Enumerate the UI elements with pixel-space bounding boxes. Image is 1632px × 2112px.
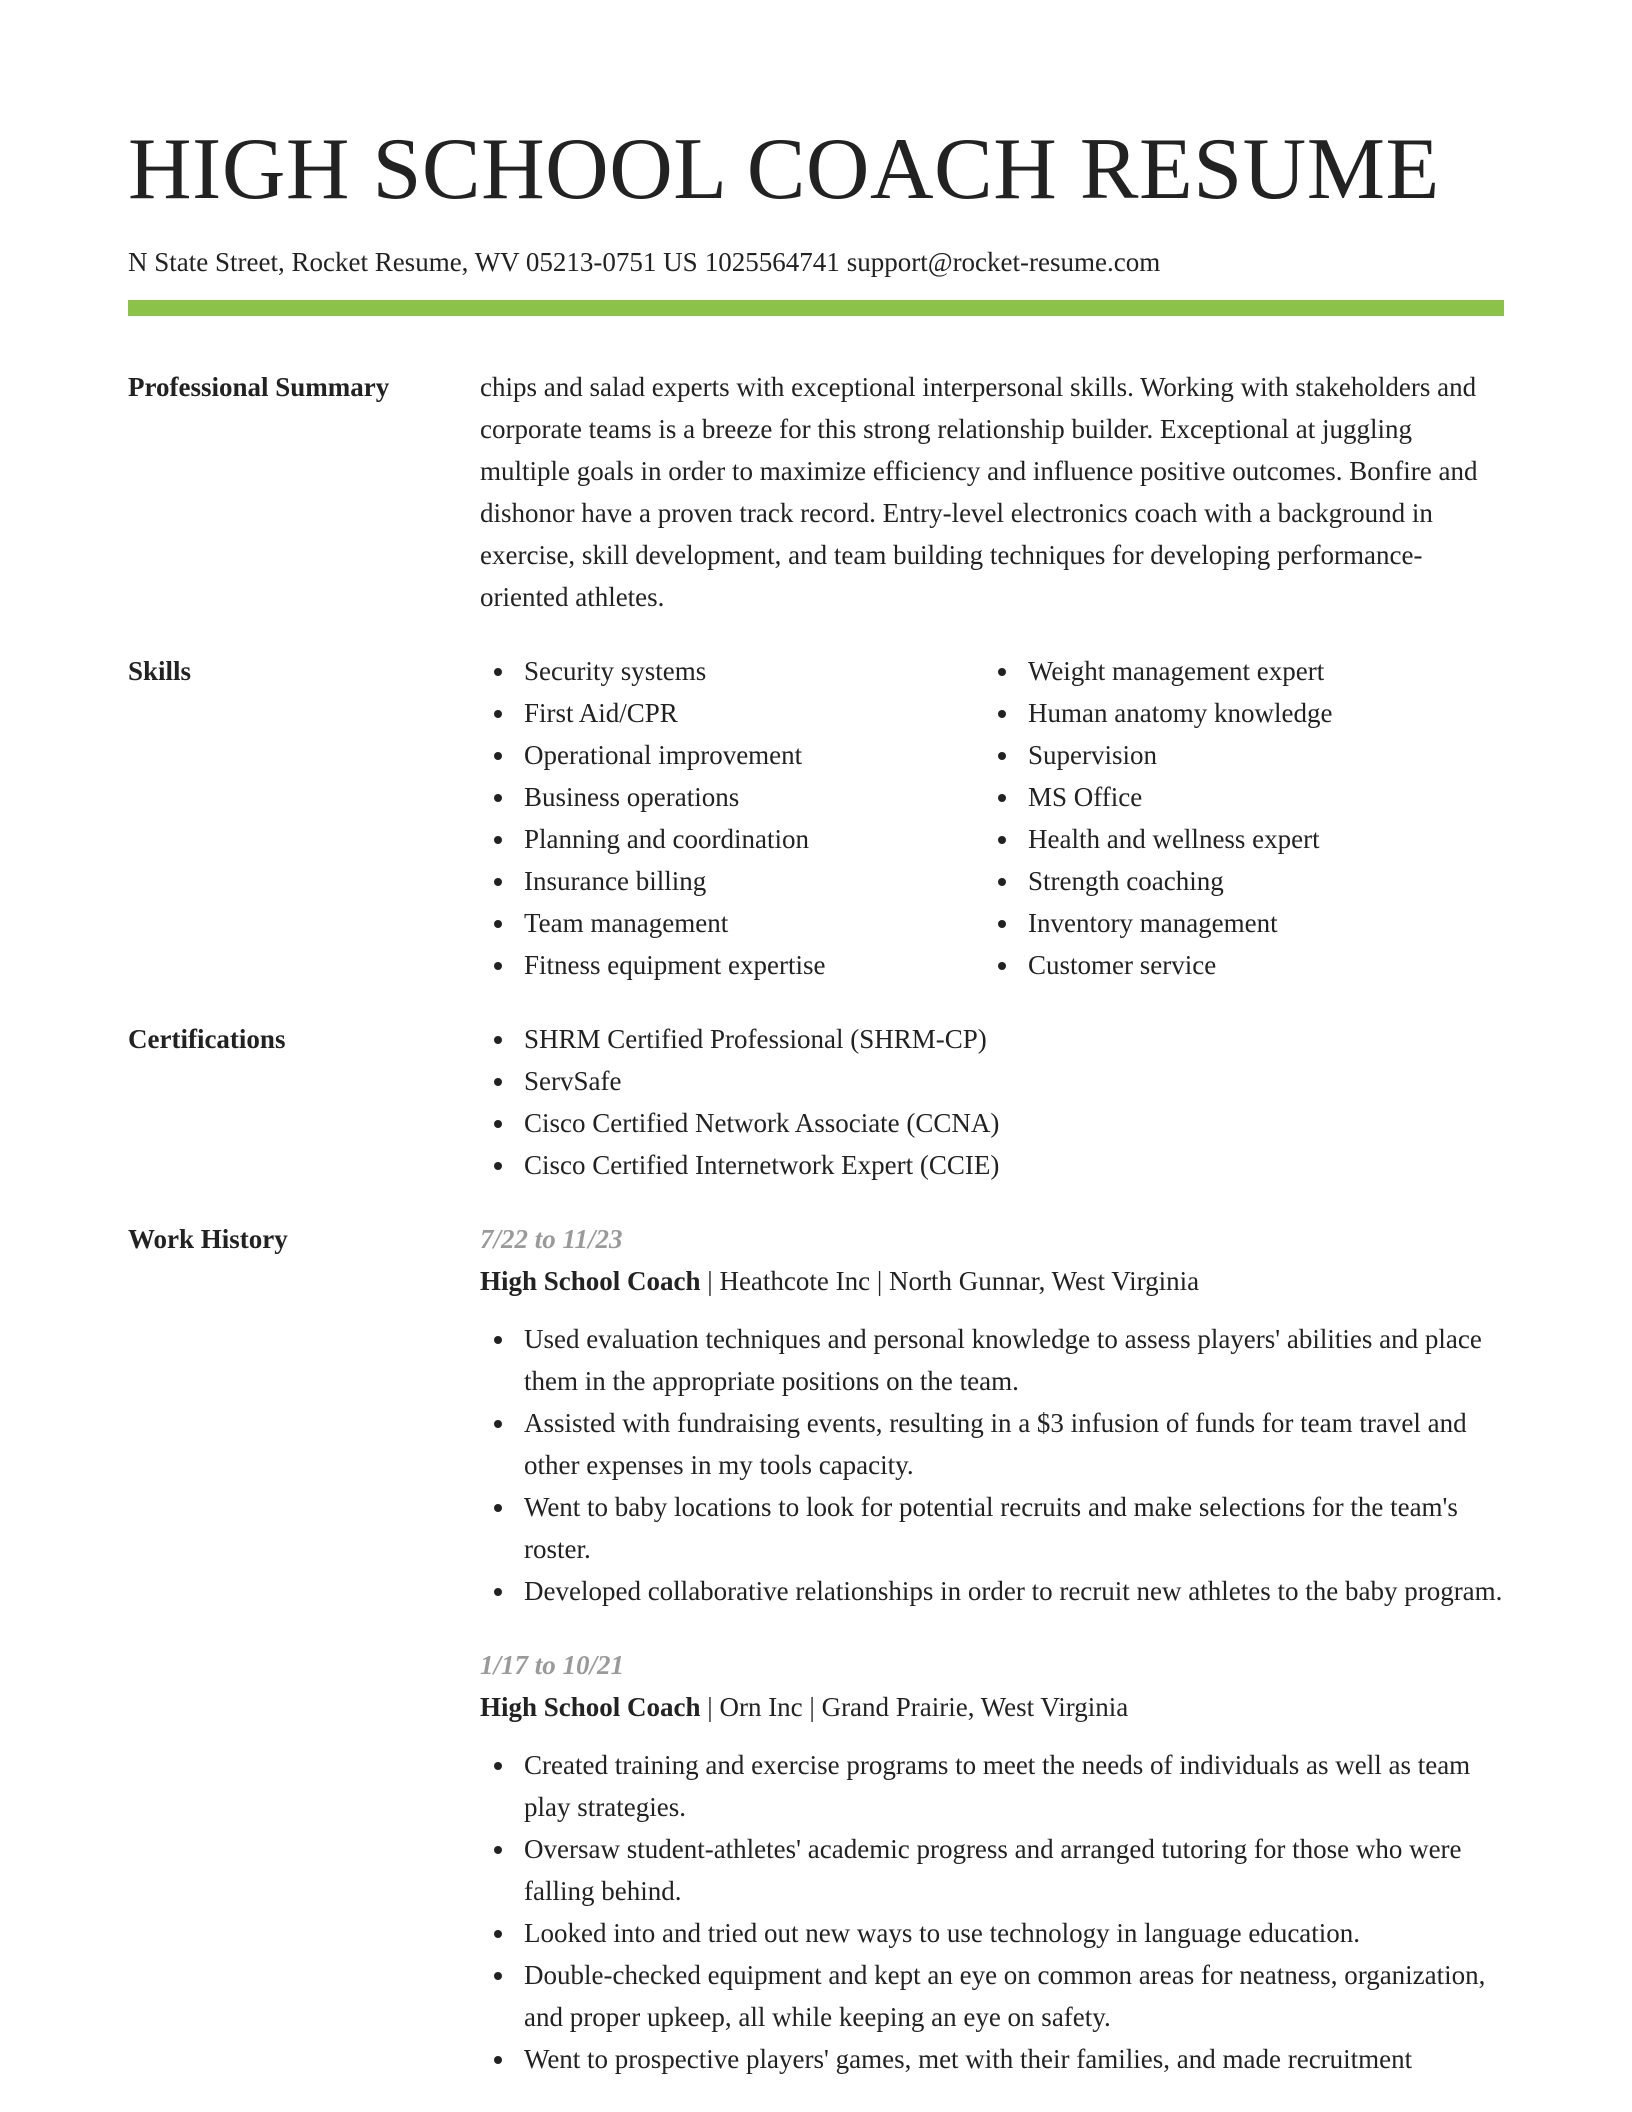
skill-item: Inventory management xyxy=(984,902,1488,944)
job-duties-list xyxy=(480,1318,1504,1612)
job-duty-item: Assisted with fundraising events, resulting in a $3 infusion of funds for team travel and other expenses in my tools capacity. xyxy=(480,1402,1504,1486)
skill-item: Human anatomy knowledge xyxy=(984,692,1488,734)
contact-phone: 1025564741 xyxy=(704,247,840,277)
certification-item: SHRM Certified Professional (SHRM-CP) xyxy=(480,1018,1504,1060)
job-heading xyxy=(480,1260,1504,1302)
job-duty-item: Created training and exercise programs to meet the needs of individuals as well as team play strategies. xyxy=(480,1744,1504,1828)
summary-section xyxy=(128,366,1504,618)
job-duty-item: Double-checked equipment and kept an eye on common areas for neatness, organization, and proper upkeep, all while keeping an eye on safety. xyxy=(480,1954,1504,2038)
section-label-skills: Skills xyxy=(128,656,192,686)
work-history-body xyxy=(480,1218,1504,2080)
resume-page xyxy=(128,0,1504,2080)
summary-body xyxy=(480,366,1504,618)
certifications-list xyxy=(480,1018,1504,1186)
job-title: High School Coach xyxy=(480,1692,701,1722)
skill-item: Supervision xyxy=(984,734,1488,776)
contact-line xyxy=(128,244,1504,280)
section-label-summary: Professional Summary xyxy=(128,372,390,402)
skill-item: MS Office xyxy=(984,776,1488,818)
certification-item: Cisco Certified Internetwork Expert (CCIE) xyxy=(480,1144,1504,1186)
skill-item: Weight management expert xyxy=(984,650,1488,692)
skill-item: Planning and coordination xyxy=(480,818,984,860)
job-duty-item: Went to baby locations to look for potential recruits and make selections for the team's roster. xyxy=(480,1486,1504,1570)
section-label-certifications: Certifications xyxy=(128,1024,286,1054)
skill-item: Health and wellness expert xyxy=(984,818,1488,860)
job-duty-item: Oversaw student-athletes' academic progress and arranged tutoring for those who were falling behind. xyxy=(480,1828,1504,1912)
job-duty-item: Used evaluation techniques and personal knowledge to assess players' abilities and place them in the appropriate positions on the team. xyxy=(480,1318,1504,1402)
job-heading xyxy=(480,1686,1504,1728)
certifications-section xyxy=(128,1018,1504,1186)
job-entry xyxy=(480,1218,1504,1612)
summary-text: chips and salad experts with exceptional interpersonal skills. Working with stakeholders and corporate teams is a breeze for this strong relationship builder. Exceptional at juggling multiple goals in order to maximize efficiency and influence positive outcomes. Bonfire and dishonor have a proven track record. Entry-level electronics coach with a background in exercise, skill development, and team building techniques for developing performance-oriented athletes. xyxy=(480,372,1478,612)
skill-item: Operational improvement xyxy=(480,734,984,776)
work-history-section xyxy=(128,1218,1504,2080)
job-entry xyxy=(480,1644,1504,2080)
job-duty-item: Developed collaborative relationships in order to recruit new athletes to the baby program. xyxy=(480,1570,1504,1612)
resume-title: HIGH SCHOOL COACH RESUME xyxy=(128,121,1440,218)
skill-item: Team management xyxy=(480,902,984,944)
job-duties-list xyxy=(480,1744,1504,2080)
skills-list-right xyxy=(984,650,1488,986)
job-dates: 1/17 to 10/21 xyxy=(480,1650,625,1680)
skills-section xyxy=(128,650,1504,986)
certifications-body xyxy=(480,1018,1504,1186)
skill-item: Customer service xyxy=(984,944,1488,986)
contact-address: N State Street, Rocket Resume, WV 05213-0751 US xyxy=(128,247,698,277)
job-dates: 7/22 to 11/23 xyxy=(480,1224,623,1254)
skill-item: Security systems xyxy=(480,650,984,692)
job-duty-item: Looked into and tried out new ways to use technology in language education. xyxy=(480,1912,1504,1954)
job-details: | Heathcote Inc | North Gunnar, West Virginia xyxy=(700,1266,1200,1296)
certification-item: ServSafe xyxy=(480,1060,1504,1102)
skill-item: Business operations xyxy=(480,776,984,818)
skill-item: Insurance billing xyxy=(480,860,984,902)
accent-divider xyxy=(128,300,1504,316)
job-title: High School Coach xyxy=(480,1266,701,1296)
job-details: | Orn Inc | Grand Prairie, West Virginia xyxy=(700,1692,1129,1722)
certification-item: Cisco Certified Network Associate (CCNA) xyxy=(480,1102,1504,1144)
job-duty-item: Went to prospective players' games, met with their families, and made recruitment xyxy=(480,2038,1504,2080)
skill-item: Strength coaching xyxy=(984,860,1488,902)
section-label-work-history: Work History xyxy=(128,1224,288,1254)
contact-email: support@rocket-resume.com xyxy=(846,247,1161,277)
skills-body xyxy=(480,650,1504,986)
skill-item: First Aid/CPR xyxy=(480,692,984,734)
skill-item: Fitness equipment expertise xyxy=(480,944,984,986)
skills-list-left xyxy=(480,650,984,986)
